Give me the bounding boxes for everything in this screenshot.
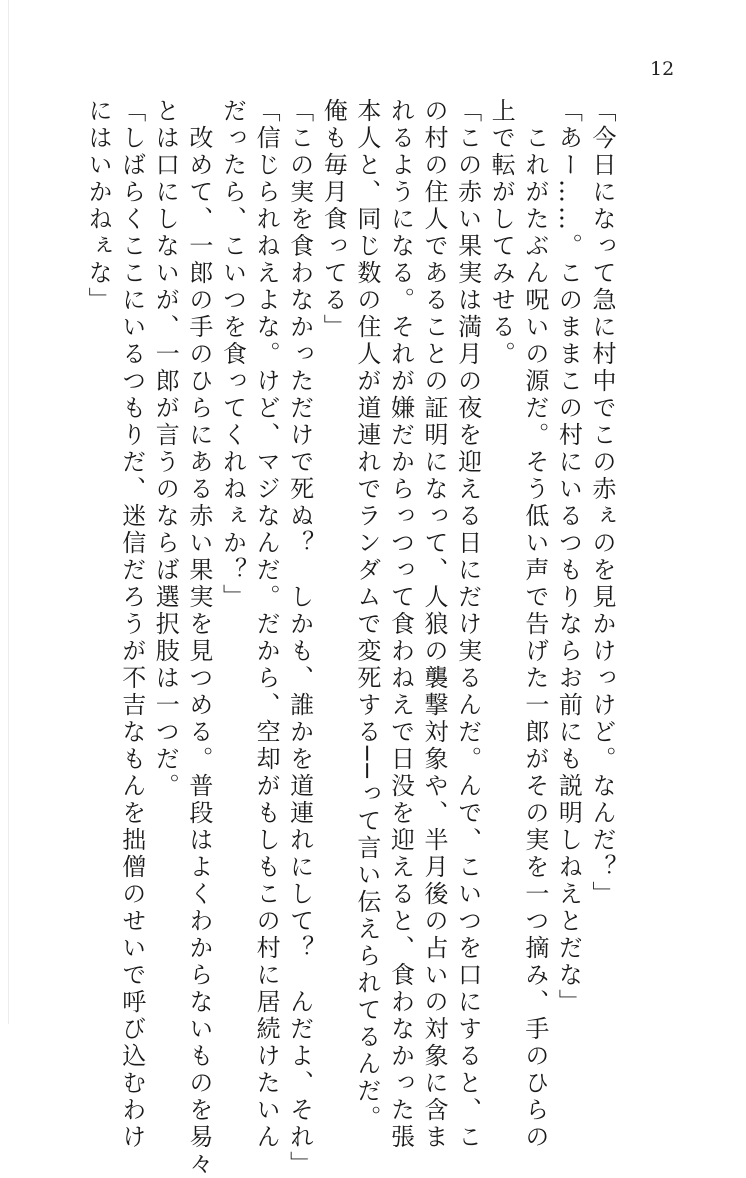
page-binding-edge — [8, 0, 9, 1024]
text-line: 「この実を食わなかっただけで死ぬ？ しかも、誰かを道連れにして？ んだよ、それ」 — [285, 98, 314, 1178]
text-line: 俺も毎月食ってる」 — [319, 98, 348, 341]
text-line: 「信じられねえよな。けど、マジなんだ。だから、空却がもしもこの村に居続けたいん — [252, 98, 281, 1151]
vertical-body-text — [84, 98, 618, 1178]
text-line: 本人と、同じ数の住人が道連れでランダムで変死する──って言い伝えられてるんだ。 — [352, 98, 381, 1132]
text-line: 「あー……。このままこの村にいるつもりならお前にも説明しねえとだな」 — [554, 98, 583, 1016]
text-line: の村の住人であることの証明になって、人狼の襲撃対象や、半月後の占いの対象に含ま — [420, 98, 449, 1151]
text-line: これがたぶん呪いの源だ。そう低い声で告げた一郎がその実を一つ摘み、手のひらの — [520, 98, 549, 1151]
text-line: 「今日になって急に村中でこの赤ぇのを見かけっけど。なんだ？」 — [588, 98, 616, 908]
text-line: 上で転がしてみせる。 — [487, 98, 516, 368]
text-line: 「この赤い果実は満月の夜を迎える日にだけ実るんだ。んで、こいつを口にすると、こ — [453, 98, 482, 1151]
page-number: 12 — [650, 58, 675, 80]
text-line: 改めて、一郎の手のひらにある赤い果実を見つめる。普段はよくわからないものを易々 — [184, 98, 213, 1178]
text-line: とは口にしないが、一郎が言うのならば選択肢は一つだ。 — [151, 98, 180, 800]
text-line: だったら、こいつを食ってくれねぇか？」 — [218, 98, 247, 611]
text-line: にはいかねぇな」 — [84, 98, 113, 314]
text-line: 「しばらくここにいるつもりだ、迷信だろうが不吉なもんを拙僧のせいで呼び込むわけ — [117, 98, 146, 1151]
text-line: れるようになる。それが嫌だからっつって食わねえで日没を迎えると、食わなかった張 — [386, 98, 415, 1151]
